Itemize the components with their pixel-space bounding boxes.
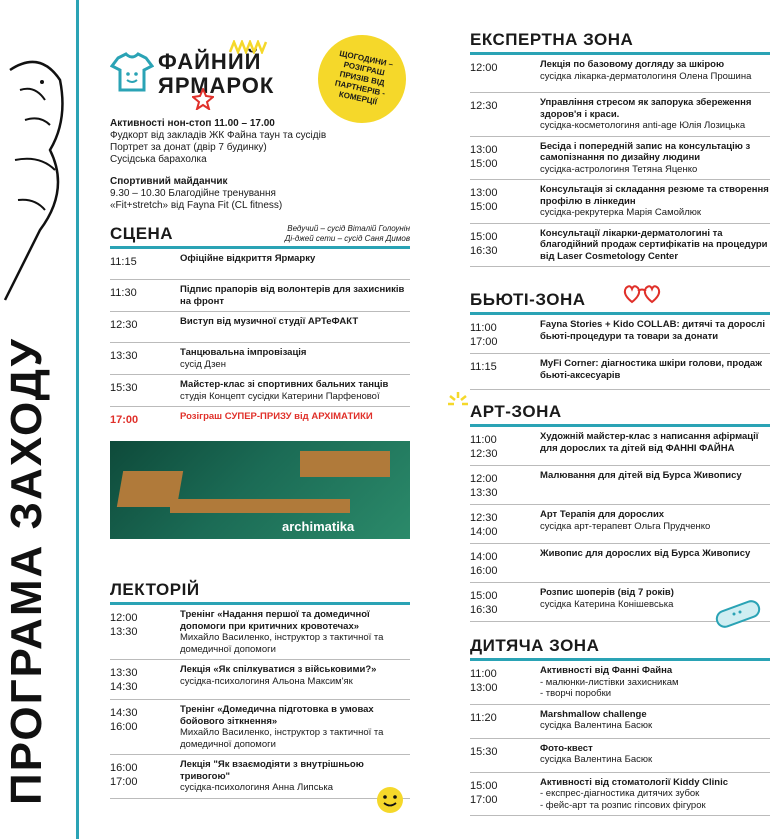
row-subtitle: сусідка-психологиня Анна Липська (180, 782, 334, 793)
row-title: Підпис прапорів від волонтерів для захисників на фронт (180, 284, 405, 307)
art-header (470, 402, 770, 427)
row-time: 11:30 (110, 287, 137, 299)
expert-section (470, 30, 770, 267)
lectory-header (110, 580, 410, 605)
row-title: Консультація зі складання резюме та створення профілю в лінкедин (540, 184, 769, 207)
logo-text (158, 50, 274, 98)
row-subtitle: сусідка Валентина Басюк (540, 720, 653, 731)
row-time: 14:30 16:00 (110, 707, 138, 733)
row-subtitle: Михайло Василенко, інструктор з тактичної та домедичної допомоги (180, 727, 384, 750)
row-subtitle: сусідка арт-терапевт Ольга Прудченко (540, 520, 711, 532)
section-title: СЦЕНА (110, 224, 174, 243)
row-title: Лекція по базовому догляду за шкірою (540, 59, 725, 70)
schedule-row (470, 739, 770, 773)
row-title: Офіційне відкриття Ярмарку (180, 253, 316, 264)
row-time: 14:00 16:00 (470, 551, 498, 577)
sport-item: «Fit+stretch» від Fayna Fit (CL fitness) (110, 200, 283, 211)
row-time: 12:30 14:00 (470, 512, 498, 538)
row-time: 13:30 (110, 350, 138, 362)
smiley-icon (375, 785, 405, 815)
art-section (470, 402, 770, 622)
row-time: 12:00 13:30 (470, 473, 498, 499)
row-time: 15:00 16:30 (470, 590, 498, 616)
accent-divider (76, 0, 79, 839)
prize-badge: ЩОГОДИНИ – РОЗІГРАШ ПРИЗІВ ВІД ПАРТНЕРІВ - КОМЕРЦІЇ (310, 27, 414, 131)
row-time: 15:00 16:30 (470, 230, 498, 257)
kids-rows (470, 661, 770, 816)
bench-shape (300, 451, 390, 477)
row-time: 15:00 17:00 (470, 779, 498, 806)
schedule-row (470, 93, 770, 137)
program-title: ПРОГРАМА ЗАХОДУ (2, 337, 51, 805)
stage-section (110, 224, 410, 539)
row-title: Marshmallow challenge (540, 708, 647, 720)
row-time: 12:00 13:30 (110, 612, 138, 638)
row-subtitle: сусідка-психологиня Альона Максим'як (180, 675, 353, 687)
row-subtitle: сусід Дзен (180, 358, 226, 370)
row-title: Фото-квест (540, 742, 593, 754)
row-time: 11:15 (470, 361, 497, 373)
row-subtitle: Михайло Василенко, інструктор з тактичної та домедичної допомоги (180, 632, 384, 655)
schedule-row (470, 354, 770, 390)
host-line: Ведучий – сусід Віталій Голоунін (287, 224, 410, 233)
row-subtitle: - експрес-діагностика дитячих зубок - фейс-арт та розпис гіпсових фігурок (540, 788, 706, 811)
row-time: 11:20 (470, 711, 497, 724)
schedule-row (110, 660, 410, 700)
section-title: АРТ-ЗОНА (470, 402, 562, 421)
sport-item: 9.30 – 10.30 Благодійне тренування (110, 188, 276, 199)
schedule-row (470, 224, 770, 268)
prize-row (110, 407, 410, 437)
row-title: Танцювальна імпровізація (180, 347, 307, 358)
schedule-row (470, 55, 770, 93)
row-title: Консультації лікарки-дерматологині та благодійний продаж сертифікатів на процедури від Laser Cosmetology Center (540, 227, 768, 262)
row-time: 12:30 (110, 319, 138, 331)
row-time: 17:00 (110, 414, 139, 426)
row-time: 15:30 (110, 382, 138, 394)
hand-illustration-icon (0, 30, 70, 310)
row-title: Розпис шоперів (від 7 років) (540, 587, 674, 598)
schedule-row (470, 773, 770, 817)
schedule-row (470, 505, 770, 544)
row-subtitle: сусідка-рекрутерка Марія Самойлюк (540, 207, 702, 218)
row-time: 13:30 14:30 (110, 667, 138, 693)
stage-hosts (285, 224, 410, 244)
schedule-row (110, 605, 410, 660)
row-subtitle: сусідка Катерина Конішевська (540, 598, 674, 610)
schedule-row (110, 375, 410, 407)
archimatika-photo (110, 441, 410, 539)
row-title: Художній майстер-клас з написання афірмації для дорослих та дітей від ФАННІ ФАЙНА (540, 431, 759, 454)
row-subtitle: сусідка лікарка-дерматологиня Олена Прошина (540, 70, 752, 82)
schedule-row (110, 280, 410, 312)
sport-title: Спортивний майданчик (110, 176, 228, 187)
row-time: 12:00 (470, 62, 498, 74)
row-title: Управління стресом як запорука збереження здоров'я і краси. (540, 97, 752, 120)
beauty-rows (470, 315, 770, 390)
logo-line1: ФАЙНИЙ (158, 49, 262, 74)
beauty-section (470, 290, 770, 390)
nonstop-item: Портрет за донат (двір 7 будинку) (110, 142, 267, 153)
stage-rows (110, 249, 410, 407)
art-rows (470, 427, 770, 622)
row-title: Розіграш СУПЕР-ПРИЗУ від АРХІМАТИКИ (180, 411, 373, 422)
row-title: Активності від Фанні Файна (540, 665, 673, 676)
row-title: Тренінг «Домедична підготовка в умовах бойового зіткнення» (180, 704, 374, 727)
schedule-row (110, 249, 410, 280)
row-time: 13:00 15:00 (470, 187, 498, 213)
kids-section (470, 636, 770, 816)
row-time: 11:15 (110, 256, 137, 268)
row-title: Лекція «Як спілкуватися з військовими?» (180, 664, 377, 675)
schedule-row (470, 661, 770, 705)
bench-shape (170, 499, 350, 513)
schedule-row (110, 312, 410, 343)
archimatika-logo: archimatika (282, 519, 355, 534)
schedule-row (470, 180, 770, 224)
expert-header (470, 30, 770, 55)
row-time: 11:00 13:00 (470, 668, 498, 694)
row-subtitle: сусідка Валентина Басюк (540, 754, 653, 765)
section-title: БЬЮТІ-ЗОНА (470, 290, 586, 309)
stage-header (110, 224, 410, 249)
section-title: ЛЕКТОРІЙ (110, 580, 200, 599)
row-time: 12:30 (470, 100, 498, 112)
heart-glasses-icon (620, 282, 666, 306)
schedule-row (470, 705, 770, 739)
lectory-rows (110, 605, 410, 799)
schedule-row (110, 700, 410, 755)
schedule-row (470, 544, 770, 583)
nonstop-item: Сусідська барахолка (110, 154, 207, 165)
row-title: Лекція "Як взаємодіяти з внутрішньою тривогою" (180, 759, 364, 782)
row-title: Майстер-клас зі спортивних бальних танців (180, 379, 389, 390)
nonstop-item: Фудкорт від закладів ЖК Файна таун та сусідів (110, 130, 327, 141)
row-title: Fayna Stories + Kido COLLAB: дитячі та дорослі бьюті-процедури та товари за донати (540, 319, 765, 342)
row-title: Живопис для дорослих від Бурса Живопису (540, 548, 751, 559)
schedule-row (470, 427, 770, 466)
row-subtitle: студія Концепт сусідки Катерини Парфенової (180, 390, 380, 402)
tshirt-icon (110, 50, 154, 94)
section-title: ЕКСПЕРТНА ЗОНА (470, 30, 634, 49)
nonstop-title: Активності нон-стоп 11.00 – 17.00 (110, 118, 275, 129)
row-title: Активності від стоматології Kiddy Clinic (540, 776, 729, 788)
schedule-row (470, 466, 770, 505)
row-subtitle: сусідка-косметологиня anti-age Юлія Лозицька (540, 120, 746, 131)
red-star-icon (192, 88, 214, 110)
kids-header (470, 636, 770, 661)
row-title: Виступ від музичної студії АРТеФАКТ (180, 316, 359, 327)
lectory-section (110, 580, 410, 799)
row-time: 13:00 15:00 (470, 143, 498, 170)
row-subtitle: сусідка-астрологиня Тетяна Яценко (540, 163, 698, 175)
bandage-icon (710, 596, 766, 632)
row-title: Тренінг «Надання першої та домедичної допомоги при критичних кровотечах» (180, 609, 370, 632)
host-line: Ді-джей сети – сусід Саня Димов (284, 234, 410, 243)
row-title: Бесіда і попередній запис на консультацію з самопізнання по дизайну людини (540, 140, 751, 163)
row-time: 16:00 17:00 (110, 762, 138, 788)
row-time: 15:30 (470, 745, 498, 758)
row-time: 11:00 12:30 (470, 434, 498, 460)
schedule-row (110, 755, 410, 799)
fair-logo (110, 40, 310, 110)
yellow-burst-icon (446, 390, 470, 414)
row-title: MyFi Corner: діагностика шкіри голови, продаж бьюті-аксесуарів (540, 358, 762, 381)
vertical-band (0, 0, 70, 839)
schedule-row (110, 343, 410, 375)
row-time: 11:00 17:00 (470, 322, 498, 348)
section-title: ДИТЯЧА ЗОНА (470, 636, 600, 655)
yellow-squiggle-icon (228, 40, 268, 54)
logo-line2: ЯРМАРОК (158, 73, 275, 98)
row-title: Арт Терапія для дорослих (540, 509, 665, 520)
schedule-row (470, 315, 770, 354)
row-title: Малювання для дітей від Бурса Живопису (540, 470, 742, 481)
info-block (110, 118, 410, 212)
row-subtitle: - малюнки-листівки захисникам - творчі поробки (540, 676, 679, 699)
schedule-row (470, 137, 770, 181)
expert-rows (470, 55, 770, 267)
